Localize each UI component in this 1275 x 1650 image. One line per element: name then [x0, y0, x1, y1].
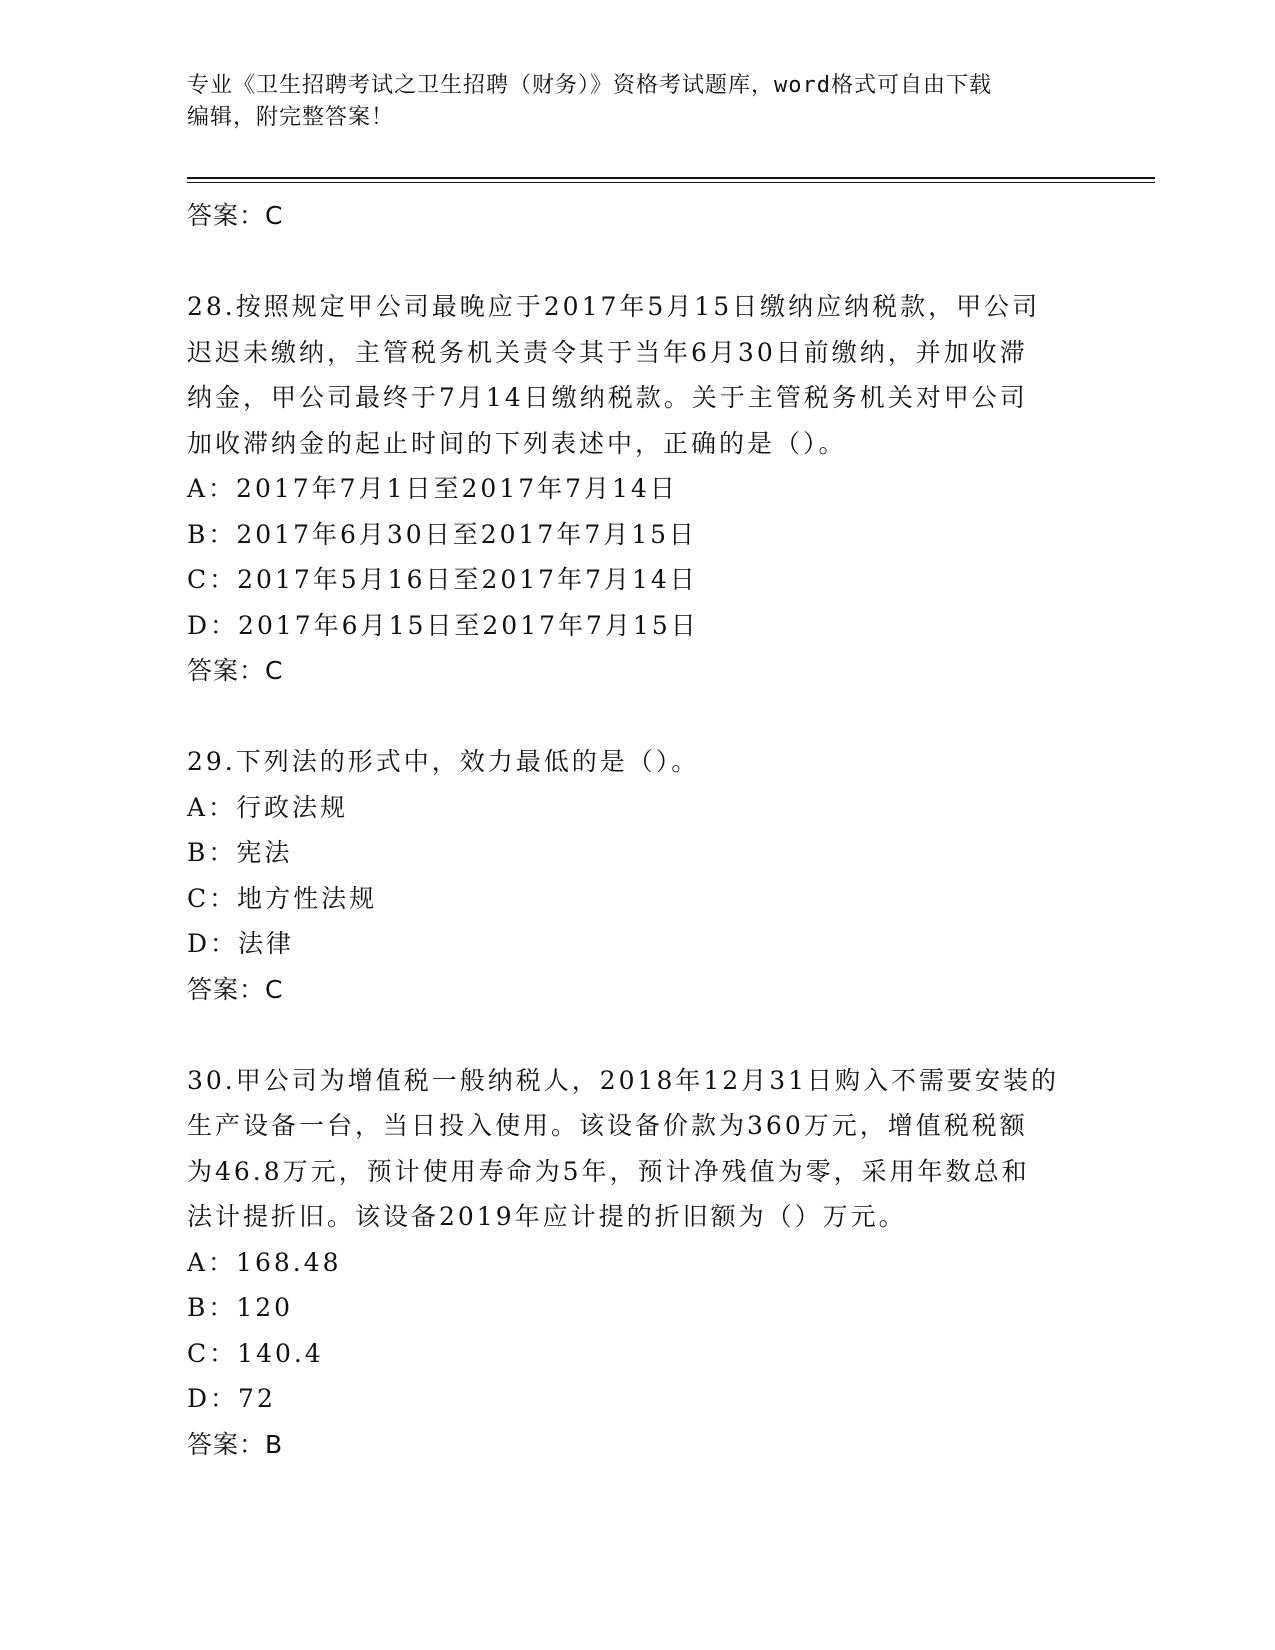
- answer: 答案：C: [187, 974, 284, 1004]
- document-header: [187, 70, 1087, 134]
- question-stem-line: 30.甲公司为增值税一般纳税人，2018年12月31日购入不需要安装的: [187, 1065, 1060, 1095]
- question-28: [187, 284, 1087, 694]
- option-d: D：2017年6月15日至2017年7月15日: [187, 610, 699, 640]
- question-30: [187, 1058, 1087, 1468]
- previous-answer: 答案：C: [187, 201, 284, 230]
- option-b: B：2017年6月30日至2017年7月15日: [187, 519, 698, 549]
- question-stem-line: 29.下列法的形式中，效力最低的是（）。: [187, 747, 700, 776]
- header-divider-thin: [187, 182, 1155, 183]
- spacer: [187, 1012, 1087, 1058]
- question-stem-line: 为46.8万元，预计使用寿命为5年，预计净残值为零，采用年数总和: [187, 1156, 1030, 1186]
- spacer: [187, 239, 1087, 285]
- option-c: C：地方性法规: [187, 883, 378, 913]
- option-a: A：行政法规: [187, 792, 349, 822]
- question-stem-line: 法计提折旧。该设备2019年应计提的折旧额为（）万元。: [187, 1202, 907, 1231]
- answer: 答案：B: [187, 1429, 284, 1459]
- document-body: [187, 193, 1087, 1467]
- question-stem-line: 加收滞纳金的起止时间的下列表述中，正确的是（）。: [187, 428, 847, 458]
- option-d: D：72: [187, 1384, 276, 1413]
- question-29: [187, 739, 1087, 1012]
- option-b: B：宪法: [187, 838, 293, 867]
- option-a: A：2017年7月1日至2017年7月14日: [187, 474, 678, 503]
- header-divider: [187, 177, 1155, 179]
- option-b: B：120: [187, 1293, 294, 1322]
- option-c: C：2017年5月16日至2017年7月14日: [187, 565, 698, 594]
- header-line-2: 编辑，附完整答案！: [187, 105, 395, 130]
- header-line-1: 专业《卫生招聘考试之卫生招聘（财务）》资格考试题库，word格式可自由下载: [187, 73, 992, 98]
- question-stem-line: 生产设备一台，当日投入使用。该设备价款为360万元，增值税税额: [187, 1111, 1028, 1140]
- option-c: C：140.4: [187, 1338, 324, 1368]
- spacer: [187, 694, 1087, 740]
- answer: 答案：C: [187, 656, 284, 685]
- question-stem-line: 28.按照规定甲公司最晚应于2017年5月15日缴纳应纳税款，甲公司: [187, 292, 1041, 321]
- question-stem-line: 纳金，甲公司最终于7月14日缴纳税款。关于主管税务机关对甲公司: [187, 383, 1028, 412]
- option-a: A：168.48: [187, 1247, 342, 1277]
- option-d: D：法律: [187, 929, 295, 958]
- question-stem-line: 迟迟未缴纳，主管税务机关责令其于当年6月30日前缴纳，并加收滞: [187, 337, 1028, 367]
